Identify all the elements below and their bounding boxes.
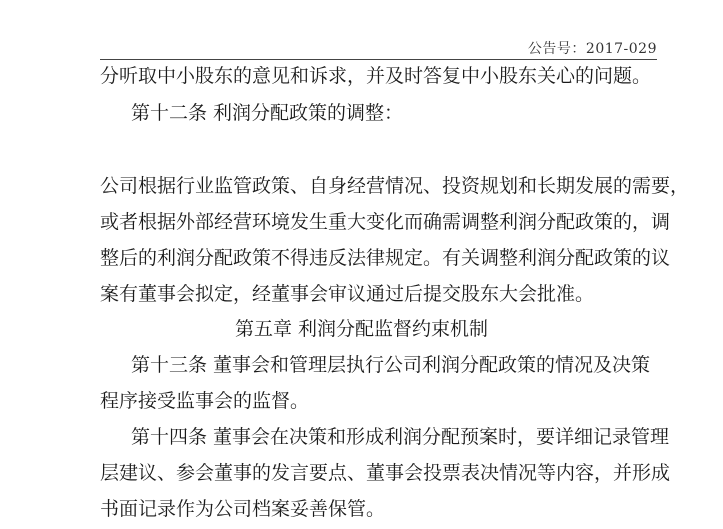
article-14-line-3: 书面记录作为公司档案妥善保管。 — [100, 498, 386, 520]
article-14-line-1: 第十四条 董事会在决策和形成利润分配预案时，要详细记录管理 — [131, 426, 670, 448]
text-line-4: 或者根据外部经营环境发生重大变化而确需调整利润分配政策的，调 — [100, 211, 671, 233]
text-line-3: 公司根据行业监管政策、自身经营情况、投资规划和长期发展的需要， — [100, 175, 690, 197]
text-line-6: 案有董事会拟定，经董事会审议通过后提交股东大会批准。 — [100, 283, 595, 305]
announcement-number: 公告号：2017-029 — [527, 41, 657, 57]
header-divider — [100, 59, 657, 60]
article-14-line-2: 层建议、参会董事的发言要点、董事会投票表决情况等内容，并形成 — [100, 462, 671, 484]
chapter-5-title: 第五章 利润分配监督约束机制 — [234, 318, 489, 340]
article-13-line-1: 第十三条 董事会和管理层执行公司利润分配政策的情况及决策 — [131, 354, 651, 376]
text-line-5: 整后的利润分配政策不得违反法律规定。有关调整利润分配政策的议 — [100, 247, 671, 269]
text-line-1: 分听取中小股东的意见和诉求，并及时答复中小股东关心的问题。 — [100, 65, 652, 87]
article-12-heading: 第十二条 利润分配政策的调整： — [131, 102, 404, 124]
article-13-line-2: 程序接受监事会的监督。 — [100, 390, 310, 412]
